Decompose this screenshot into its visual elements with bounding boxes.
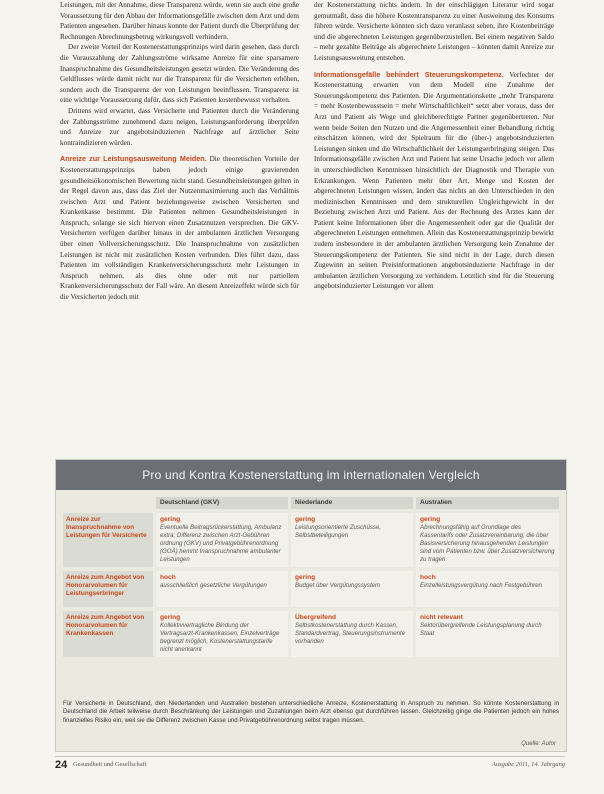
rating: gering <box>295 516 316 523</box>
rating: gering <box>160 516 181 523</box>
rating: gering <box>420 516 441 523</box>
cell-text: ausschließlich gesetzliche Vergütungen <box>160 581 267 589</box>
table-cell <box>156 513 288 567</box>
rating: Übergreifend <box>295 614 337 621</box>
comparison-box <box>55 459 567 752</box>
section-paragraph <box>60 154 299 302</box>
table-cell <box>291 611 413 657</box>
table-row <box>63 611 563 657</box>
column-header-germany: Deutschland (GKV) <box>156 497 288 509</box>
row-label: Anreize zum Angebot von Honorarvolumen für Leistungserbringer <box>63 571 153 607</box>
table-cell <box>291 571 413 607</box>
row-label: Anreize zur Inanspruchnahme von Leistungen für Versicherte <box>63 513 153 567</box>
cell-text: Einzelleistungsvergütung nach Festgebühren <box>420 581 542 589</box>
section-body: Verfechter der Kostenerstattung erwarten von dem Modell eine Zunahme der Steuerungskompetenz des Patienten. Die Argumentationskette „mehr Transparenz = mehr Kostenbewusstsein = mehr Wirtschaftlichkeit“ setzt aber voraus, dass der Arzt und Patient als Wege und gleichberechtigte Partner gegenübertreten. Nur wenn beide Seiten den Nutzen und die Angemessenheit einer Behandlung richtig einschätzen können, wird der Spielraum für die (über-) angebotsinduzierten Leistungen sinken und die Wirtschaftlichkeit der Leistungserbringung steigen. Das Informationsgefälle zwischen Arzt und Patient hat seine Ursache jedoch vor allem in unterschiedlichen Kenntnissen hinsichtlich der Diagnostik und Therapie von Erkrankungen. Wenn Patienten mehr über Art, Menge und Kosten der abgerechneten Leistungen wissen, ändert das nichts an den Unterschieden in den medizinischen Kenntnissen und dem strukturellen Ungleichgewicht in der Beziehung zwischen Arzt und Patient. Aus der Rechnung des Arztes kann der Patient keine Informationen über die Angemessenheit oder gar die Qualität der abgerechneten Leistungen entnehmen. Allein das Kostenerstattungsprinzip bewirkt zudem insbesondere in der ambulanten ärztlichen Versorgung kein Zunahme der Steuerungskompetenz der Patienten. Sie sind nicht in der Lage, durch diesen Zugewinn an seinen Preisinformationen angebotsinduzierte Nachfrage in der ambulanten ärztlichen Versorgung zu verhindern. Letztlich sind für die Steuerung angebotsinduzierter Leistungen vor allem <box>314 70 554 291</box>
paragraph: Leistungen, mit der Annahme, diese Transparenz würde, wenn sie auch eine große Voraussetzung für den Abbau der Informationsgefälle zwischen dem Arzt und dem Patienten angesehen. Darüber hinaus konnte der Patient durch die Überprüfung der Rechnungen Abrechnungsbetrug wirkungsvoll verhindern. <box>60 1 299 41</box>
rating: hoch <box>420 574 436 581</box>
cell-text: Sektorübergreifende Leistungsplanung durch Staat <box>420 621 542 637</box>
section-heading: Informationsgefälle behindert Steuerungskompetenz. <box>314 69 504 79</box>
box-source: Quelle: Autor <box>521 741 556 747</box>
right-text-column <box>314 0 554 292</box>
cell-text: Eventuelle Beitragsrückerstattung, Ambulanz extra; Differenz zwischen Arzt-Gebühren ordnung (GKV) und Privatgebührenordnung (GOÄ) hemmt Inanspruchnahme ambulanter Leistungen <box>160 523 282 563</box>
rating: gering <box>160 614 181 621</box>
rating: hoch <box>160 574 176 581</box>
table-cell <box>291 513 413 567</box>
table-cell <box>156 611 288 657</box>
rating: gering <box>295 574 316 581</box>
cell-text: Selbstkostenerstattung durch Kassen, Standardvertrag, Steuerungsinstrumente vorhanden <box>295 621 406 645</box>
left-text-column <box>60 0 299 303</box>
section-body: Die theoretischen Vorteile der Kostenerstattungsprinzips haben jedoch einige gravierenden gesundheitsökonomischen Bewertung nicht stand. Gesundheitsleistungen gelten in der Regel davon aus, dass das Ziel der Nutzenmaximierung auch das Verhältnis zwischen Arzt und Patient beziehungsweise zwischen Versicherten und Krankenkasse bestimmt. Die Patienten nehmen Gesundheitsleistungen in Anspruch, solange sie sich hiervon einen Zusatznutzen versprechen. Die GKV-Versicherten verfügen darüber hinaus in der ambulanten ärztlichen Versorgung über einen Vollversicherungsschutz. Die Inanspruchnahme von zusätzlichen Leistungen ist nicht mit zusätzlichen Kosten verbunden. Dies führt dazu, dass Patienten im vollständigen Krankenversicherungsschutz mehr Leistungen in Anspruch nehmen, als dies ohne oder mit nur partiellem Krankenversicherungsschutz der Fall wäre. An diesem Anreizeffekt würde sich für die Versicherten jedoch mit <box>60 155 299 302</box>
cell-text: Kollektivvertragliche Bindung der Vertragsarzt-Krankenkassen, Einzelverträge begrenzt möglich, Kostenerstattungstarife nicht anerkannt <box>160 621 280 653</box>
box-footnote: Für Versicherte in Deutschland, den Niederlanden und Australien bestehen unterschiedliche Anreize, Kostenerstattung in Anspruch zu nehmen. So könnte Kostenerstattung in Deutschland die Arbeit teilweise durch Beschränkung der Leistungen und Zuzahlungen beim Arzt ebenso gut durchführen lassen. Gleichzeitig ginge die Patienten jedoch ein hohes finanzielles Risiko ein, weil sie die Differenz zwischen Kasse und Privatgebührenordnung selbst tragen müssen. <box>63 700 559 724</box>
cell-text: Budget über Vergütungssystem <box>295 581 381 589</box>
column-header-australia: Australien <box>416 497 559 509</box>
paragraph: Drittens wird erwartet, dass Versicherte und Patienten durch die Veränderung der Zahlungsströme zunehmend dazu neigen, Leistungsanforderung überprüfen und Anreize zur angebotsinduzierten Nachfrage auf ärztlicher Seite kontraindizieren würden. <box>60 106 299 147</box>
issue-info: Ausgabe 2011, 14. Jahrgang <box>492 761 565 768</box>
table-cell <box>416 571 559 607</box>
cell-text: Leistungsorientierte Zuschüsse, Selbstbeteiligungen <box>295 523 382 539</box>
row-label: Anreize zum Angebot von Honorarvolumen für Krankenkassen <box>63 611 153 657</box>
paragraph: der Kostenerstattung nichts ändern. In der einschlägigen Literatur wird sogar gemutmaßt, dass die höhere Kostentransparenz zu einer Ausweitung des Konsums führen würde. Versicherte könnten sich dazu veranlasst sehen, ihre Kostenbeiträge und die abgerechneten Leistungen gegenüberzustellen. Bei einem negativen Saldo – mehr gezahlte Beiträge als abgerechnete Leistungen – könnten damit Anreize zur Leistungsausweitung entstehen. <box>314 1 554 62</box>
section-heading: Anreize zur Leistungsausweitung Meiden. <box>60 154 207 164</box>
table-header-row <box>63 497 563 509</box>
page-footer <box>55 756 565 771</box>
box-title: Pro und Kontra Kostenerstattung im internationalen Vergleich <box>56 460 566 490</box>
paragraph: Der zweite Vorteil der Kostenerstattungsprinzips wird darin gesehen, dass durch die Vorauszahlung der Zahlungsströme wirksame Anreize für eine sparsamere Inanspruchnahme des Gesundheitsleistungen gesetzt würden. Die Veränderung des Geldflusses würde damit nicht nur die Transparenz für die Versicherten erhöhen, sondern auch die Transparenz der von Leistungen beeinflussen. Transparenz ist eine wichtige Voraussetzung dafür, dass sich Patienten kostenbewusst verhalten. <box>60 43 299 105</box>
table-cell <box>156 571 288 607</box>
page-number: 24 <box>55 759 68 771</box>
table-cell <box>416 513 559 567</box>
section-paragraph <box>314 70 554 292</box>
column-header-netherlands: Niederlande <box>291 497 413 509</box>
journal-name: Gesundheit und Gesellschaft <box>73 761 147 768</box>
cell-text: Abrechnungsfähig auf Grundlage des Kassentarifs oder Zusatzvereinbarung; die über Basisversicherung hinausgehenden Leistungen sind vom Patienten bzw. über Zusatzversicherung zu tragen <box>420 523 555 563</box>
rating: nicht relevant <box>420 614 463 621</box>
table-row <box>63 513 563 567</box>
table-row <box>63 571 563 607</box>
comparison-table <box>63 497 563 657</box>
table-cell <box>416 611 559 657</box>
